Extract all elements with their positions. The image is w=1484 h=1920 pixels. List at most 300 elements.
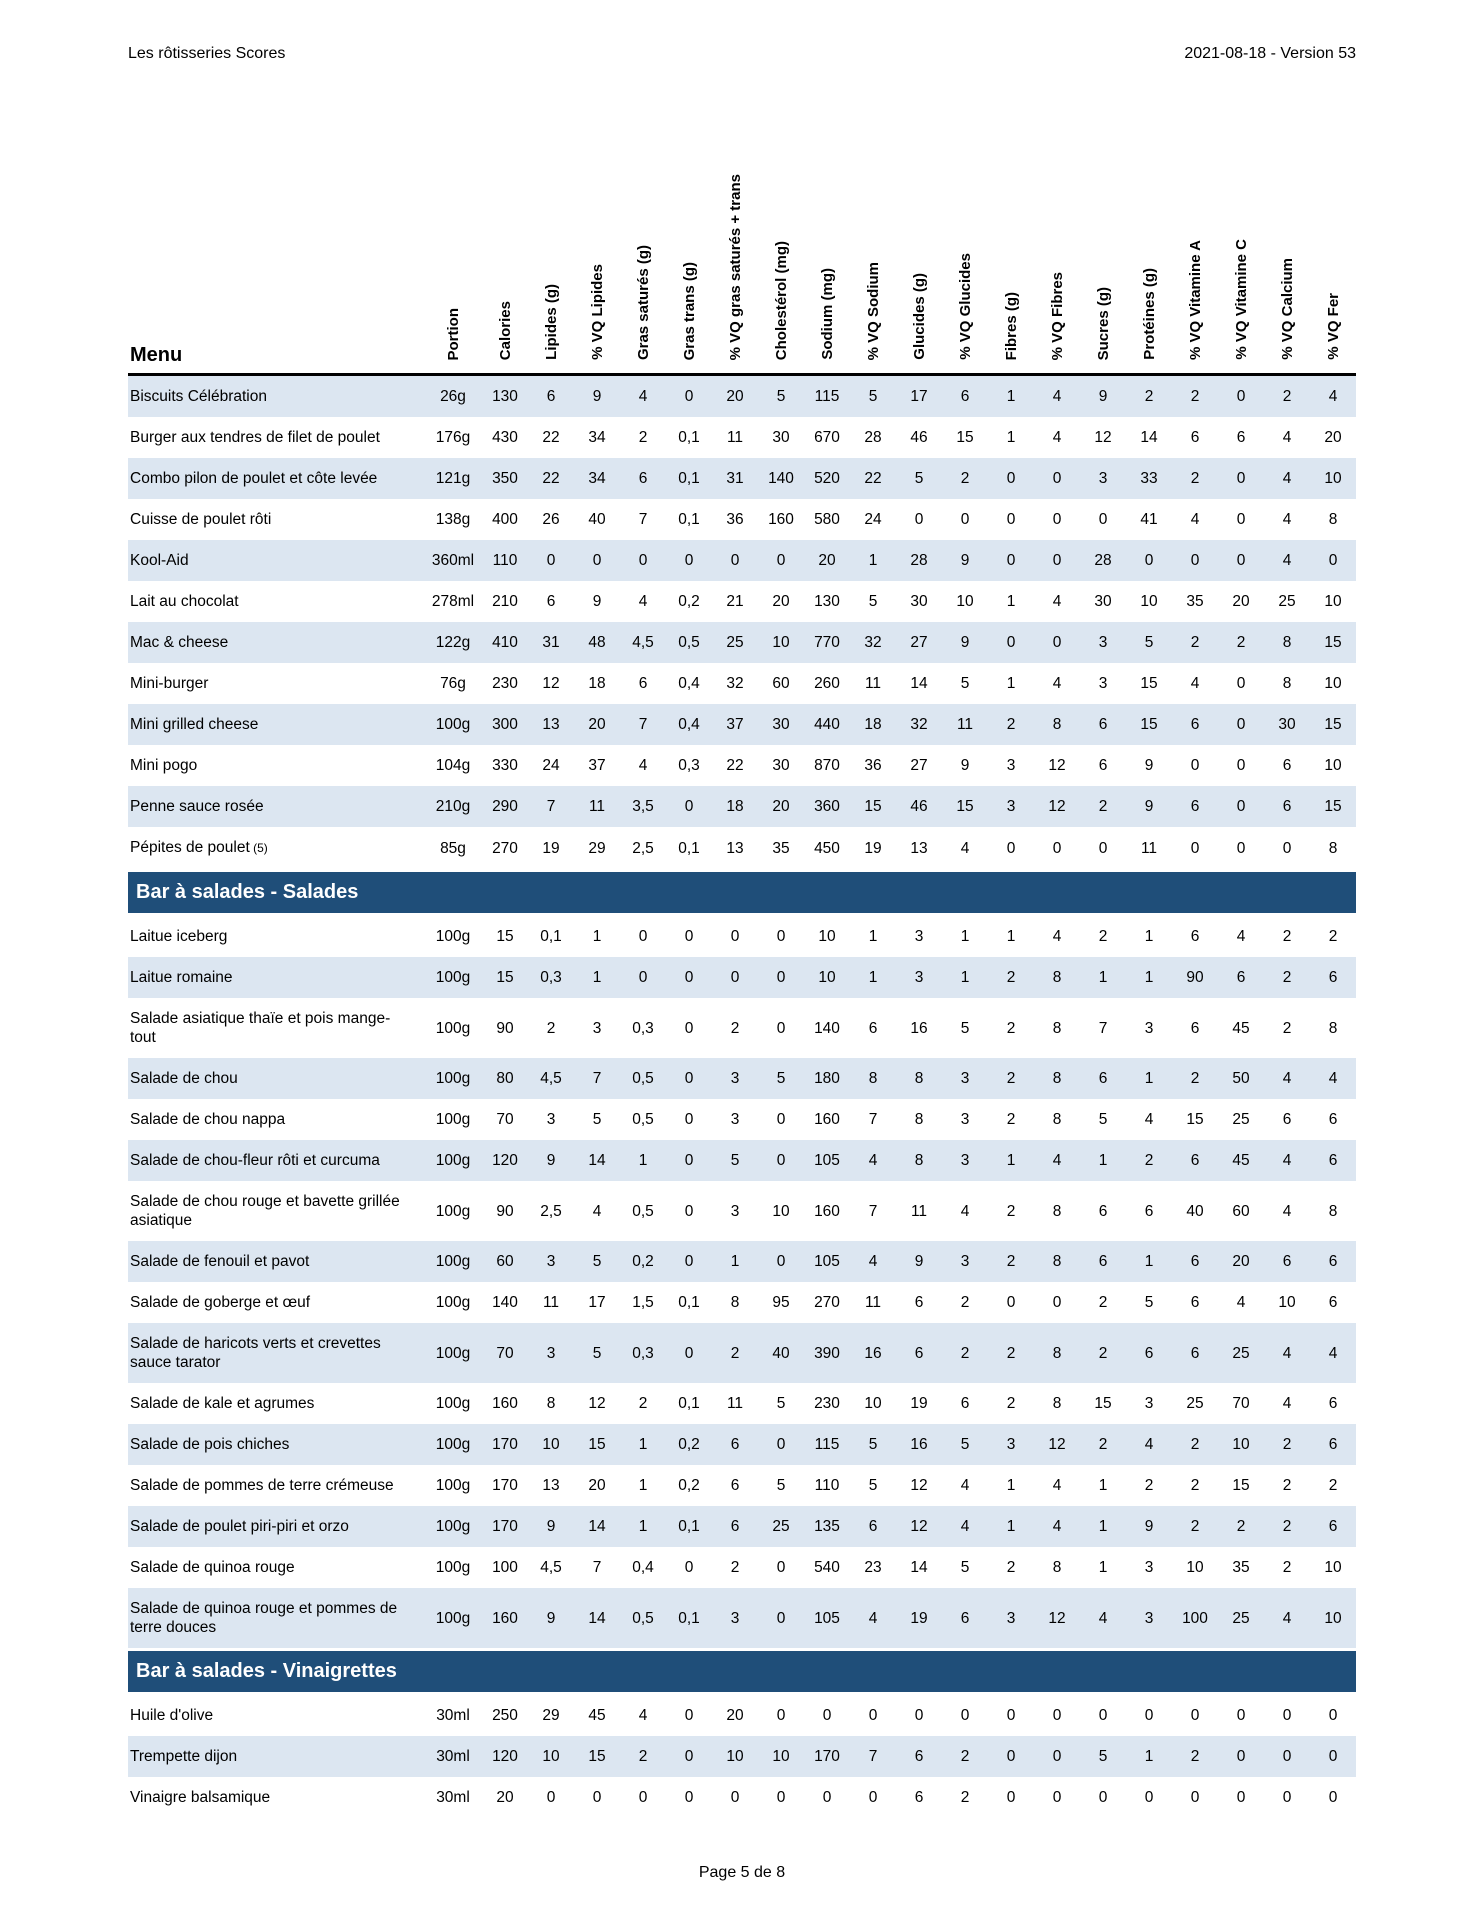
nutrition-value: 160	[814, 1202, 840, 1220]
nutrition-value: 0,4	[678, 675, 700, 692]
nutrition-value: 0	[684, 798, 694, 815]
nutrition-value: 0	[1236, 552, 1246, 569]
nutrition-value: 2	[1190, 634, 1200, 651]
nutrition-value: 2	[1190, 1477, 1200, 1494]
column-header-label: Sodium (mg)	[818, 268, 836, 360]
nutrition-value: 0,2	[678, 1436, 700, 1453]
menu-item-name: Pépites de poulet (5)	[130, 839, 268, 856]
nutrition-value: 10	[1324, 470, 1342, 487]
nutrition-value: 4	[592, 1202, 602, 1220]
table-row	[128, 915, 1356, 958]
nutrition-value: 0,1	[678, 1518, 700, 1535]
menu-item-name: Laitue romaine	[130, 969, 233, 986]
nutrition-value: 1	[730, 1253, 740, 1270]
nutrition-value: 0	[1052, 552, 1062, 569]
nutrition-value: 7	[868, 1111, 878, 1128]
nutrition-value: 6	[914, 1344, 924, 1362]
nutrition-value: 15	[1324, 798, 1342, 815]
nutrition-value: 0,5	[632, 1202, 654, 1220]
nutrition-value: 2	[1098, 1344, 1108, 1362]
menu-item-name: Combo pilon de poulet et côte levée	[130, 470, 378, 487]
nutrition-value: 1	[1098, 1518, 1108, 1535]
nutrition-value: 2	[1006, 1070, 1016, 1087]
nutrition-value: 0,4	[678, 716, 700, 733]
nutrition-value: 2	[1282, 928, 1292, 945]
nutrition-value: 0	[1006, 1748, 1016, 1765]
nutrition-value: 27	[910, 634, 928, 651]
menu-item-name: Salade de quinoa rouge	[130, 1559, 295, 1576]
menu-item-name: Salade de chou nappa	[130, 1111, 286, 1128]
nutrition-value: 0	[1236, 388, 1246, 405]
nutrition-value: 0	[1190, 839, 1200, 857]
nutrition-value: 0	[592, 552, 602, 569]
nutrition-value: 1	[1098, 969, 1108, 986]
nutrition-value: 1	[1144, 969, 1154, 986]
nutrition-value: 8	[546, 1395, 556, 1412]
nutrition-value: 6	[960, 1395, 970, 1412]
nutrition-value: 0	[1006, 839, 1016, 857]
nutrition-value: 70	[1232, 1395, 1250, 1412]
nutrition-value: 0	[1236, 839, 1246, 857]
nutrition-value: 1	[1006, 429, 1016, 446]
nutrition-value: 0	[1236, 757, 1246, 774]
nutrition-value: 300	[492, 716, 518, 733]
nutrition-value: 4	[1052, 928, 1062, 945]
nutrition-value: 210	[492, 593, 518, 610]
nutrition-value: 360ml	[431, 552, 475, 569]
nutrition-value: 2	[960, 1789, 970, 1806]
document-title: Les rôtisseries Scores	[128, 45, 286, 62]
nutrition-value: 15	[588, 1748, 606, 1765]
nutrition-value: 90	[496, 1019, 514, 1037]
nutrition-value: 7	[592, 1559, 602, 1576]
nutrition-value: 2	[960, 1344, 970, 1362]
menu-item-name: Salade de quinoa rouge et pommes de terre douces	[130, 1600, 398, 1636]
nutrition-value: 3	[1144, 1559, 1154, 1576]
page-header	[128, 45, 1356, 63]
column-header	[1126, 115, 1172, 375]
table-row	[128, 417, 1356, 458]
nutrition-value: 230	[814, 1395, 840, 1412]
nutrition-value: 6	[638, 675, 648, 692]
nutrition-value: 9	[960, 634, 970, 651]
nutrition-value: 25	[772, 1518, 790, 1535]
nutrition-value: 0	[592, 1789, 602, 1806]
menu-item-name: Salade de goberge et œuf	[130, 1294, 311, 1311]
nutrition-value: 45	[588, 1707, 606, 1724]
nutrition-value: 4	[1052, 1477, 1062, 1494]
nutrition-value: 12	[910, 1518, 928, 1535]
nutrition-value: 2	[1144, 1152, 1154, 1169]
nutrition-value: 11	[588, 798, 606, 815]
column-header	[758, 115, 804, 375]
nutrition-value: 4	[960, 1518, 970, 1535]
nutrition-value: 60	[772, 675, 790, 692]
nutrition-value: 26g	[440, 388, 466, 405]
column-header-label: Gras trans (g)	[680, 261, 698, 360]
nutrition-value: 13	[910, 839, 928, 857]
nutrition-value: 20	[726, 1707, 744, 1724]
nutrition-value: 2	[730, 1019, 740, 1037]
nutrition-value: 34	[588, 470, 606, 487]
menu-item-name: Mini pogo	[130, 757, 198, 774]
nutrition-value: 24	[542, 757, 560, 774]
nutrition-value: 3	[592, 1019, 602, 1037]
nutrition-value: 3	[1098, 675, 1108, 692]
nutrition-value: 14	[910, 1559, 928, 1576]
nutrition-value: 28	[864, 429, 882, 446]
nutrition-value: 4	[1282, 1152, 1292, 1169]
column-header	[712, 115, 758, 375]
nutrition-value: 4	[1052, 593, 1062, 610]
nutrition-value: 22	[542, 429, 560, 446]
nutrition-value: 12	[1094, 429, 1112, 446]
nutrition-value: 0,3	[632, 1344, 654, 1362]
nutrition-value: 6	[1098, 1202, 1108, 1220]
column-header	[574, 115, 620, 375]
nutrition-value: 46	[910, 429, 928, 446]
nutrition-value: 5	[776, 1395, 786, 1412]
nutrition-value: 2	[1282, 1559, 1292, 1576]
nutrition-value: 110	[492, 552, 518, 569]
nutrition-value: 10	[818, 928, 836, 945]
nutrition-value: 3	[914, 928, 924, 945]
table-row	[128, 745, 1356, 786]
menu-item-name: Huile d'olive	[130, 1707, 214, 1724]
nutrition-value: 0	[1144, 1789, 1154, 1806]
nutrition-value: 160	[814, 1111, 840, 1128]
nutrition-value: 0	[638, 552, 648, 569]
nutrition-value: 6	[546, 593, 556, 610]
nutrition-value: 13	[542, 716, 560, 733]
nutrition-value: 5	[592, 1111, 602, 1128]
nutrition-value: 22	[542, 470, 560, 487]
nutrition-value: 8	[1328, 839, 1338, 857]
nutrition-value: 35	[1232, 1559, 1250, 1576]
nutrition-value: 2	[1190, 1518, 1200, 1535]
nutrition-value: 138g	[435, 511, 471, 528]
nutrition-value: 3	[960, 1070, 970, 1087]
nutrition-value: 5	[960, 1559, 970, 1576]
nutrition-value: 0,4	[632, 1559, 654, 1576]
nutrition-value: 3	[1006, 757, 1016, 774]
table-row	[128, 1736, 1356, 1777]
nutrition-value: 0	[1006, 1789, 1016, 1806]
nutrition-value: 2	[638, 429, 648, 446]
nutrition-value: 4	[1282, 1344, 1292, 1362]
nutrition-value: 46	[910, 798, 928, 815]
nutrition-value: 5	[1144, 634, 1154, 651]
column-header	[620, 115, 666, 375]
nutrition-value: 0	[638, 969, 648, 986]
nutrition-value: 11	[864, 1294, 882, 1311]
nutrition-value: 10	[772, 1202, 790, 1220]
nutrition-value: 0	[776, 1152, 786, 1169]
nutrition-value: 5	[960, 675, 970, 692]
nutrition-value: 37	[726, 716, 744, 733]
nutrition-value: 32	[910, 716, 928, 733]
nutrition-value: 0	[822, 1707, 832, 1724]
nutrition-value: 19	[542, 839, 560, 857]
nutrition-value: 0,1	[678, 429, 700, 446]
nutrition-value: 0,1	[678, 839, 700, 857]
nutrition-value: 0	[1282, 1789, 1292, 1806]
nutrition-value: 0	[1236, 470, 1246, 487]
nutrition-value: 0	[730, 928, 740, 945]
table-row	[128, 998, 1356, 1058]
nutrition-value: 8	[730, 1294, 740, 1311]
nutrition-value: 8	[1052, 1019, 1062, 1037]
nutrition-value: 15	[588, 1436, 606, 1453]
nutrition-value: 100	[1182, 1609, 1208, 1627]
nutrition-value: 30ml	[436, 1707, 470, 1724]
nutrition-value: 10	[1324, 1609, 1342, 1627]
table-row	[128, 704, 1356, 745]
nutrition-value: 0	[1098, 839, 1108, 857]
nutrition-value: 2	[730, 1559, 740, 1576]
nutrition-value: 2	[1282, 388, 1292, 405]
menu-item-name: Salade de fenouil et pavot	[130, 1253, 310, 1270]
nutrition-value: 4	[1236, 1294, 1246, 1311]
nutrition-value: 210g	[435, 798, 471, 815]
nutrition-value: 4	[1282, 470, 1292, 487]
nutrition-value: 0,1	[678, 1395, 700, 1412]
nutrition-value: 330	[492, 757, 518, 774]
table-row	[128, 1241, 1356, 1282]
nutrition-value: 6	[1328, 1111, 1338, 1128]
nutrition-value: 105	[814, 1152, 840, 1169]
nutrition-value: 25	[1278, 593, 1296, 610]
nutrition-value: 16	[910, 1019, 928, 1037]
nutrition-value: 0,3	[540, 969, 562, 986]
column-header	[482, 115, 528, 375]
nutrition-value: 32	[864, 634, 882, 651]
nutrition-value: 45	[1232, 1152, 1250, 1169]
table-row	[128, 375, 1356, 418]
nutrition-value: 100g	[435, 1395, 471, 1412]
menu-item-name: Salade de haricots verts et crevettes sauce tarator	[130, 1335, 381, 1371]
nutrition-value: 0	[684, 1152, 694, 1169]
nutrition-value: 0	[1006, 1707, 1016, 1724]
nutrition-value: 0	[776, 1789, 786, 1806]
nutrition-value: 6	[1190, 1344, 1200, 1362]
nutrition-value: 870	[814, 757, 840, 774]
nutrition-value: 5	[868, 1477, 878, 1494]
nutrition-value: 8	[1052, 1344, 1062, 1362]
nutrition-value: 16	[864, 1344, 882, 1362]
menu-column-header: Menu	[128, 115, 424, 375]
table-row	[128, 1506, 1356, 1547]
nutrition-value: 9	[1144, 1518, 1154, 1535]
column-header-label: % VQ Calcium	[1278, 258, 1296, 360]
nutrition-value: 1	[1098, 1152, 1108, 1169]
nutrition-value: 8	[1282, 675, 1292, 692]
nutrition-value: 540	[814, 1559, 840, 1576]
table-row	[128, 622, 1356, 663]
nutrition-value: 2	[1006, 716, 1016, 733]
nutrition-value: 2	[1006, 1395, 1016, 1412]
nutrition-value: 2	[1006, 1253, 1016, 1270]
column-header	[942, 115, 988, 375]
nutrition-value: 33	[1140, 470, 1158, 487]
nutrition-value: 4	[638, 1707, 648, 1724]
nutrition-value: 4	[1328, 1070, 1338, 1087]
table-row	[128, 786, 1356, 827]
nutrition-value: 2	[1190, 388, 1200, 405]
nutrition-value: 22	[864, 470, 882, 487]
nutrition-value: 1	[1006, 593, 1016, 610]
nutrition-value: 35	[772, 839, 790, 857]
nutrition-value: 3	[730, 1609, 740, 1627]
nutrition-value: 2	[638, 1395, 648, 1412]
nutrition-value: 2,5	[540, 1202, 562, 1220]
nutrition-value: 100g	[435, 1202, 471, 1220]
nutrition-value: 4	[1052, 388, 1062, 405]
nutrition-value: 15	[956, 429, 974, 446]
nutrition-value: 3	[546, 1111, 556, 1128]
nutrition-value: 105	[814, 1253, 840, 1270]
nutrition-value: 1	[1006, 1152, 1016, 1169]
nutrition-value: 16	[910, 1436, 928, 1453]
nutrition-value: 0	[1006, 634, 1016, 651]
nutrition-value: 9	[960, 757, 970, 774]
nutrition-value: 20	[588, 1477, 606, 1494]
nutrition-value: 80	[496, 1070, 514, 1087]
nutrition-value: 0	[776, 552, 786, 569]
nutrition-value: 1	[1144, 1070, 1154, 1087]
nutrition-value: 0,3	[678, 757, 700, 774]
nutrition-value: 410	[492, 634, 518, 651]
menu-item-name: Trempette dijon	[130, 1748, 238, 1765]
nutrition-value: 11	[956, 716, 974, 733]
nutrition-value: 4	[1282, 429, 1292, 446]
nutrition-value: 7	[868, 1748, 878, 1765]
column-header-label: % VQ Fer	[1324, 293, 1342, 360]
nutrition-value: 6	[730, 1477, 740, 1494]
nutrition-value: 11	[726, 429, 744, 446]
nutrition-value: 4	[638, 757, 648, 774]
nutrition-value: 10	[1186, 1559, 1204, 1576]
column-header	[1080, 115, 1126, 375]
nutrition-value: 580	[814, 511, 840, 528]
nutrition-value: 100g	[435, 928, 471, 945]
nutrition-value: 3	[1144, 1019, 1154, 1037]
nutrition-value: 6	[1282, 1111, 1292, 1128]
nutrition-value: 250	[492, 1707, 518, 1724]
nutrition-value: 0	[1282, 839, 1292, 857]
nutrition-value: 0	[684, 969, 694, 986]
nutrition-value: 10	[1324, 675, 1342, 692]
nutrition-value: 6	[1144, 1202, 1154, 1220]
nutrition-value: 0	[684, 1111, 694, 1128]
nutrition-value: 0	[1282, 1707, 1292, 1724]
nutrition-value: 20	[726, 388, 744, 405]
nutrition-value: 2	[960, 1294, 970, 1311]
column-header-label: % VQ Glucides	[956, 253, 974, 360]
table-row	[128, 581, 1356, 622]
nutrition-value: 21	[726, 593, 744, 610]
nutrition-value: 3	[960, 1152, 970, 1169]
nutrition-value: 3	[960, 1111, 970, 1128]
menu-item-name: Burger aux tendres de filet de poulet	[130, 429, 380, 446]
nutrition-value: 60	[1232, 1202, 1250, 1220]
nutrition-value: 6	[914, 1789, 924, 1806]
nutrition-value: 2	[1098, 928, 1108, 945]
nutrition-value: 30	[1094, 593, 1112, 610]
nutrition-value: 3	[546, 1253, 556, 1270]
nutrition-value: 2	[1328, 928, 1338, 945]
nutrition-value: 18	[588, 675, 606, 692]
nutrition-value: 0	[1236, 1789, 1246, 1806]
column-header-label: Gras saturés (g)	[634, 244, 652, 360]
nutrition-value: 2	[1006, 1111, 1016, 1128]
nutrition-value: 2	[1190, 470, 1200, 487]
nutrition-value: 4	[638, 388, 648, 405]
nutrition-value: 140	[814, 1019, 840, 1037]
nutrition-value: 9	[1144, 757, 1154, 774]
nutrition-value: 1	[1144, 1748, 1154, 1765]
nutrition-value: 130	[814, 593, 840, 610]
nutrition-value: 5	[776, 388, 786, 405]
table-row	[128, 1099, 1356, 1140]
nutrition-value: 0	[684, 1748, 694, 1765]
nutrition-value: 2	[1006, 1019, 1016, 1037]
nutrition-value: 2	[1006, 1202, 1016, 1220]
nutrition-value: 13	[542, 1477, 560, 1494]
nutrition-value: 0,5	[678, 634, 700, 651]
table-row	[128, 1323, 1356, 1383]
table-row	[128, 1058, 1356, 1099]
nutrition-value: 2	[1282, 1436, 1292, 1453]
nutrition-value: 4	[1282, 1070, 1292, 1087]
column-header	[424, 115, 482, 375]
nutrition-value: 2	[1006, 969, 1016, 986]
nutrition-value: 7	[638, 511, 648, 528]
table-row	[128, 1465, 1356, 1506]
page-footer	[128, 1834, 1356, 1882]
nutrition-value: 770	[814, 634, 840, 651]
nutrition-value: 9	[1144, 798, 1154, 815]
nutrition-value: 0,5	[632, 1609, 654, 1627]
menu-item-name: Mini grilled cheese	[130, 716, 259, 733]
menu-item-name: Mac & cheese	[130, 634, 229, 651]
nutrition-value: 10	[956, 593, 974, 610]
nutrition-value: 1	[1006, 928, 1016, 945]
nutrition-value: 135	[814, 1518, 840, 1535]
nutrition-value: 15	[1232, 1477, 1250, 1494]
nutrition-value: 15	[1186, 1111, 1204, 1128]
column-header-label: Cholestérol (mg)	[772, 240, 790, 360]
nutrition-value: 4	[1052, 1152, 1062, 1169]
nutrition-value: 115	[814, 1436, 840, 1453]
nutrition-value: 100g	[435, 1609, 471, 1627]
nutrition-value: 3	[960, 1253, 970, 1270]
nutrition-value: 9	[546, 1518, 556, 1535]
nutrition-value: 15	[1094, 1395, 1112, 1412]
nutrition-value: 18	[726, 798, 744, 815]
column-header	[528, 115, 574, 375]
nutrition-value: 20	[1324, 429, 1342, 446]
nutrition-value: 29	[588, 839, 606, 857]
nutrition-value: 41	[1140, 511, 1158, 528]
menu-item-name: Biscuits Célébration	[130, 388, 267, 405]
nutrition-value: 4	[1328, 1344, 1338, 1362]
nutrition-value: 6	[960, 1609, 970, 1627]
nutrition-value: 5	[1144, 1294, 1154, 1311]
menu-item-name: Kool-Aid	[130, 552, 189, 569]
nutrition-value: 0	[1098, 1789, 1108, 1806]
nutrition-value: 121g	[435, 470, 471, 487]
